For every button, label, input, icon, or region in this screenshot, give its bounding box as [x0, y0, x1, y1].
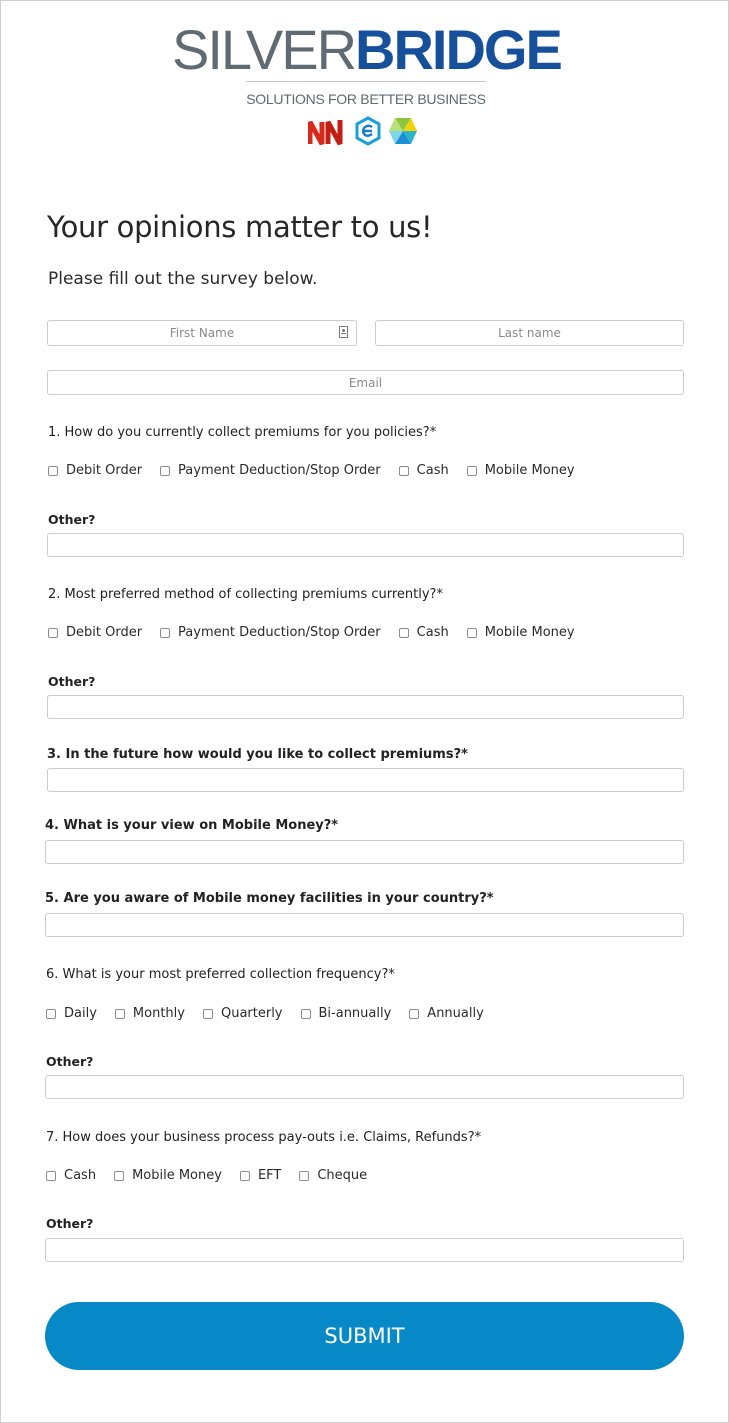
checkbox[interactable]	[299, 1171, 309, 1181]
tri-color-gem-logo-icon	[387, 116, 419, 146]
question-3-input[interactable]	[47, 768, 684, 792]
question-7-options	[46, 1168, 367, 1183]
checkbox[interactable]	[114, 1171, 124, 1181]
question-6-options	[46, 1006, 484, 1021]
q7-other-input[interactable]	[45, 1238, 684, 1262]
q2-option-mobile-money[interactable]: Mobile Money	[467, 625, 575, 640]
q7-option-cheque[interactable]: Cheque	[299, 1168, 367, 1183]
page-subtitle: Please fill out the survey below.	[48, 269, 318, 289]
q1-option-cash[interactable]: Cash	[399, 463, 449, 478]
q6-other-label: Other?	[46, 1054, 94, 1069]
brand-wordmark	[172, 18, 561, 81]
q5-text[interactable]	[46, 914, 683, 936]
q7-other-label: Other?	[46, 1216, 94, 1231]
question-1-label: 1. How do you currently collect premiums for you policies?*	[48, 425, 437, 440]
q7-other-text[interactable]	[46, 1239, 683, 1261]
question-2-options	[48, 625, 575, 640]
q6-option-quarterly[interactable]: Quarterly	[203, 1006, 283, 1021]
checkbox[interactable]	[160, 466, 170, 476]
question-3-label: 3. In the future how would you like to collect premiums?*	[47, 747, 468, 762]
checkbox[interactable]	[467, 628, 477, 638]
q6-option-annually[interactable]: Annually	[409, 1006, 484, 1021]
q7-option-cash[interactable]: Cash	[46, 1168, 96, 1183]
q6-other-input[interactable]	[45, 1075, 684, 1099]
q2-option-debit-order[interactable]: Debit Order	[48, 625, 142, 640]
nn-red-logo-icon	[308, 116, 350, 146]
contact-card-icon[interactable]	[339, 326, 348, 338]
checkbox[interactable]	[409, 1009, 419, 1019]
checkbox[interactable]	[240, 1171, 250, 1181]
q1-option-payment-deduction[interactable]: Payment Deduction/Stop Order	[160, 463, 381, 478]
q6-option-bi-annually[interactable]: Bi-annually	[301, 1006, 392, 1021]
q7-option-mobile-money[interactable]: Mobile Money	[114, 1168, 222, 1183]
question-4-input[interactable]	[45, 840, 684, 864]
q1-other-input[interactable]	[47, 533, 684, 557]
q4-text[interactable]	[46, 841, 683, 863]
q3-text[interactable]	[48, 769, 683, 791]
checkbox[interactable]	[160, 628, 170, 638]
question-1-options	[48, 463, 575, 478]
checkbox[interactable]	[399, 628, 409, 638]
q2-option-payment-deduction[interactable]: Payment Deduction/Stop Order	[160, 625, 381, 640]
checkbox[interactable]	[467, 466, 477, 476]
brand-word-bridge: BRIDGE	[355, 18, 561, 81]
checkbox[interactable]	[115, 1009, 125, 1019]
question-4-label: 4. What is your view on Mobile Money?*	[45, 818, 339, 833]
q2-other-label: Other?	[48, 674, 96, 689]
email-field[interactable]	[47, 370, 684, 395]
hex-e-logo-icon	[354, 116, 382, 146]
question-2-label: 2. Most preferred method of collecting premiums currently?*	[48, 587, 443, 602]
checkbox[interactable]	[48, 628, 58, 638]
submit-button[interactable]: SUBMIT	[45, 1302, 684, 1370]
page-title: Your opinions matter to us!	[47, 210, 433, 244]
q2-other-text[interactable]	[48, 696, 683, 718]
q6-other-text[interactable]	[46, 1076, 683, 1098]
q1-other-text[interactable]	[48, 534, 683, 556]
checkbox[interactable]	[46, 1171, 56, 1181]
q6-option-daily[interactable]: Daily	[46, 1006, 97, 1021]
brand-divider	[246, 81, 486, 82]
last-name-input[interactable]	[376, 321, 683, 345]
q7-option-eft[interactable]: EFT	[240, 1168, 281, 1183]
first-name-field[interactable]	[47, 320, 357, 346]
checkbox[interactable]	[203, 1009, 213, 1019]
question-5-input[interactable]	[45, 913, 684, 937]
checkbox[interactable]	[48, 466, 58, 476]
last-name-field[interactable]	[375, 320, 684, 346]
question-6-label: 6. What is your most preferred collection frequency?*	[46, 967, 395, 982]
brand-tagline: SOLUTIONS FOR BETTER BUSINESS	[246, 91, 486, 107]
q1-other-label: Other?	[48, 512, 96, 527]
checkbox[interactable]	[301, 1009, 311, 1019]
q6-option-monthly[interactable]: Monthly	[115, 1006, 185, 1021]
first-name-input[interactable]	[48, 321, 356, 345]
question-7-label: 7. How does your business process pay-outs i.e. Claims, Refunds?*	[46, 1130, 482, 1145]
email-input[interactable]	[48, 371, 683, 394]
q1-option-debit-order[interactable]: Debit Order	[48, 463, 142, 478]
brand-word-silver: SILVER	[172, 18, 356, 81]
question-5-label: 5. Are you aware of Mobile money facilities in your country?*	[45, 891, 494, 906]
q1-option-mobile-money[interactable]: Mobile Money	[467, 463, 575, 478]
checkbox[interactable]	[399, 466, 409, 476]
checkbox[interactable]	[46, 1009, 56, 1019]
q2-other-input[interactable]	[47, 695, 684, 719]
q2-option-cash[interactable]: Cash	[399, 625, 449, 640]
